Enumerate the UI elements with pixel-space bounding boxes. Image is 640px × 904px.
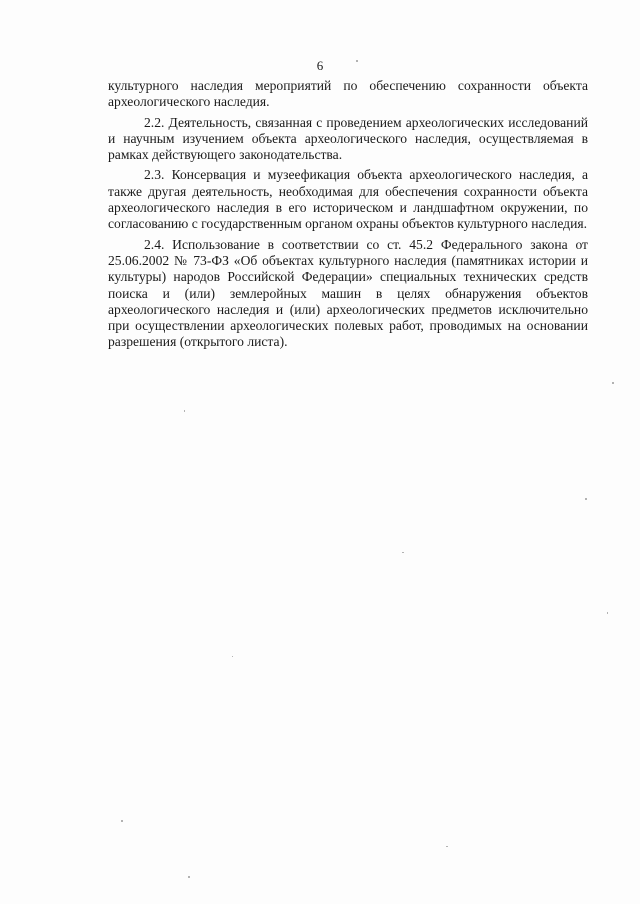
scan-speck bbox=[121, 820, 123, 822]
text-line: исследований и научным изучением объекта археологического наследия, bbox=[108, 114, 588, 146]
text-line: а также другая деятельность, необходимая для обеспечения сохранности bbox=[108, 167, 588, 199]
scan-speck bbox=[188, 876, 190, 878]
paragraph-continuation bbox=[108, 78, 588, 111]
text-line: работ, проводимых на основании разрешения (открытого листа). bbox=[108, 318, 588, 350]
text-line: 2.3. Консервация и музеефикация объекта археологического наследия, bbox=[144, 167, 582, 183]
scan-speck bbox=[446, 846, 448, 847]
paragraph-2-3 bbox=[108, 167, 588, 232]
text-line: культурного наследия. bbox=[457, 216, 588, 232]
scan-speck bbox=[356, 60, 358, 62]
text-line: истории и культуры) народов Российской Федерации» специальных bbox=[108, 252, 588, 285]
page-number: 6 bbox=[316, 58, 324, 73]
scan-speck bbox=[585, 498, 587, 500]
text-line: окружении, по согласованию с государственным органом охраны объектов bbox=[108, 200, 588, 232]
text-line: культурного наследия мероприятий по обеспечению сохранности объекта bbox=[108, 78, 588, 93]
scan-speck bbox=[232, 656, 233, 657]
document-body bbox=[108, 78, 588, 351]
scan-speck bbox=[402, 552, 404, 553]
scan-speck bbox=[184, 410, 185, 412]
paragraph-2-2 bbox=[108, 115, 588, 164]
text-line: предметов исключительно при осуществлении археологических полевых bbox=[108, 301, 588, 334]
scan-speck bbox=[612, 382, 614, 384]
scan-speck bbox=[607, 612, 608, 614]
text-line: 2.4. Использование в соответствии со ст. 45.2 Федерального закона bbox=[144, 236, 576, 252]
text-line: осуществляемая в рамках действующего законодательства. bbox=[108, 130, 588, 163]
text-line: 2.2. Деятельность, связанная с проведением археологических bbox=[144, 114, 509, 130]
text-line: объекта археологического наследия в его историческом и ландшафтном bbox=[108, 183, 588, 216]
paragraph-2-4 bbox=[108, 237, 588, 351]
text-line: технических средств поиска и (или) землеройных машин в целях bbox=[108, 269, 588, 301]
text-line: от 25.06.2002 № 73-ФЗ «Об объектах культурного наследия (памятниках bbox=[108, 236, 588, 268]
text-line: археологического наследия. bbox=[108, 94, 270, 110]
text-line: обнаружения объектов археологического наследия и (или) археологических bbox=[108, 285, 589, 317]
